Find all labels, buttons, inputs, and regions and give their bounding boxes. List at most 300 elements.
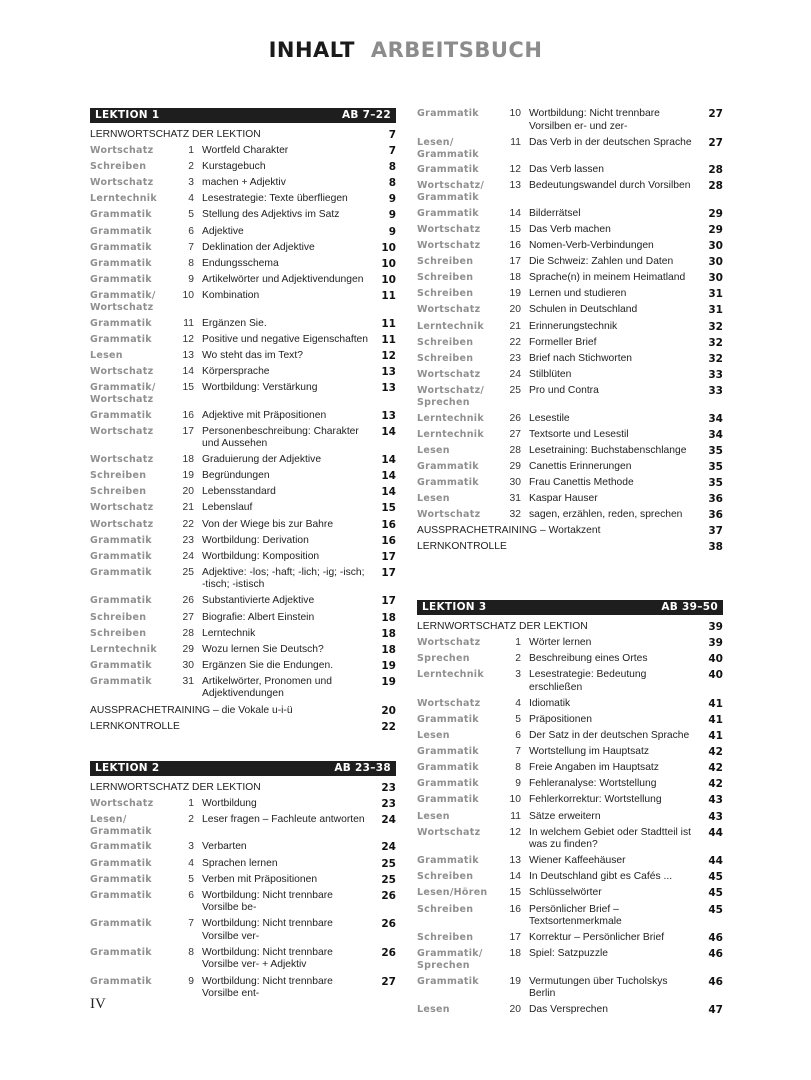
entry-page: 29 bbox=[708, 207, 723, 220]
entry-title: Stilblüten bbox=[529, 368, 572, 380]
entry-category: Grammatik bbox=[90, 841, 152, 853]
entry-number: 32 bbox=[509, 509, 521, 521]
entry-category: Grammatik bbox=[90, 273, 152, 285]
toc-entry bbox=[417, 698, 723, 711]
entry-page: 47 bbox=[708, 1004, 723, 1017]
entry-category: Grammatik bbox=[417, 713, 479, 725]
toc-entry bbox=[90, 705, 396, 718]
entry-number: 18 bbox=[509, 948, 521, 960]
entry-category: Grammatik bbox=[90, 550, 152, 562]
entry-number: 6 bbox=[188, 225, 194, 237]
entry-category: Lesen bbox=[90, 349, 123, 361]
entry-number: 7 bbox=[188, 241, 194, 253]
entry-number: 19 bbox=[182, 470, 194, 482]
entry-number: 17 bbox=[182, 425, 194, 437]
entry-page: 22 bbox=[381, 720, 396, 733]
entry-number: 8 bbox=[188, 946, 194, 958]
toc-entry bbox=[90, 947, 396, 972]
title-sub: ARBEITSBUCH bbox=[370, 38, 543, 62]
toc-entry bbox=[90, 814, 396, 838]
entry-title: Brief nach Stichworten bbox=[529, 352, 633, 364]
toc-entry bbox=[90, 798, 396, 811]
entry-number: 16 bbox=[182, 409, 194, 421]
toc-entry bbox=[417, 621, 723, 634]
toc-entry bbox=[90, 858, 396, 871]
toc-entry bbox=[90, 226, 396, 239]
entry-category: Sprechen bbox=[417, 653, 470, 665]
entry-page: 35 bbox=[708, 460, 723, 473]
entry-page: 18 bbox=[381, 627, 396, 640]
entry-category: Lerntechnik bbox=[90, 643, 157, 655]
entry-category: Lesen bbox=[417, 810, 450, 822]
entry-title: Nomen-Verb-Verbindungen bbox=[529, 240, 654, 252]
entry-category: Grammatik/ Wortschatz bbox=[90, 289, 156, 313]
entry-number: 26 bbox=[182, 595, 194, 607]
toc-entry bbox=[417, 904, 723, 929]
entry-title: Persönlicher Brief – Textsortenmerkmale bbox=[529, 903, 622, 927]
entry-title: Adjektive bbox=[202, 225, 244, 237]
toc-entry bbox=[417, 653, 723, 666]
entry-category: Schreiben bbox=[417, 256, 474, 268]
entry-page: 41 bbox=[708, 713, 723, 726]
entry-page: 13 bbox=[381, 381, 396, 394]
entry-number: 25 bbox=[509, 384, 521, 396]
entry-category: Grammatik bbox=[90, 918, 152, 930]
entry-number: 1 bbox=[188, 145, 194, 157]
entry-number: 13 bbox=[182, 349, 194, 361]
entry-title: Wortfeld Charakter bbox=[202, 145, 289, 157]
entry-category: Grammatik bbox=[90, 975, 152, 987]
entry-category: Lerntechnik bbox=[417, 412, 484, 424]
entry-page: 9 bbox=[388, 225, 396, 238]
entry-category: Wortschatz bbox=[417, 697, 481, 709]
entry-category: Grammatik bbox=[417, 778, 479, 790]
toc-entry bbox=[90, 177, 396, 190]
lesson-name: LEKTION 3 bbox=[422, 601, 487, 613]
entry-title: Der Satz in der deutschen Sprache bbox=[529, 730, 690, 742]
entry-category: Grammatik bbox=[90, 889, 152, 901]
entry-number: 12 bbox=[509, 164, 521, 176]
entry-title: Wiener Kaffeehäuser bbox=[529, 855, 626, 867]
entry-category: Wortschatz bbox=[417, 223, 481, 235]
entry-number: 22 bbox=[509, 336, 521, 348]
entry-number: 27 bbox=[509, 428, 521, 440]
entry-title: Kaspar Hauser bbox=[529, 492, 598, 504]
entry-page: 46 bbox=[708, 948, 723, 961]
entry-page: 34 bbox=[708, 428, 723, 441]
toc-entry bbox=[90, 350, 396, 363]
entry-number: 26 bbox=[509, 412, 521, 424]
toc-entry bbox=[417, 1004, 723, 1017]
lesson-range: AB 23–38 bbox=[334, 761, 391, 774]
toc-entry bbox=[90, 193, 396, 206]
entry-category: Schreiben bbox=[417, 352, 474, 364]
entry-title: Bedeutungswandel durch Vorsilben bbox=[529, 180, 691, 192]
entry-title: Stellung des Adjektivs im Satz bbox=[202, 209, 340, 221]
entry-number: 22 bbox=[182, 518, 194, 530]
toc-entry bbox=[417, 208, 723, 221]
entry-title: Ergänzen Sie. bbox=[202, 317, 267, 329]
entry-page: 35 bbox=[708, 476, 723, 489]
entry-number: 18 bbox=[182, 454, 194, 466]
entry-number: 5 bbox=[188, 209, 194, 221]
entry-title: Adjektive mit Präpositionen bbox=[202, 409, 327, 421]
entry-number: 4 bbox=[515, 697, 521, 709]
page-number: IV bbox=[90, 996, 106, 1012]
entry-category: Grammatik bbox=[90, 595, 152, 607]
entry-page: 30 bbox=[708, 272, 723, 285]
entry-title: Deklination der Adjektive bbox=[202, 241, 315, 253]
entry-page: 13 bbox=[381, 409, 396, 422]
entry-number: 11 bbox=[510, 136, 521, 148]
entry-title: Verben mit Präpositionen bbox=[202, 873, 318, 885]
entry-title: Begründungen bbox=[202, 470, 270, 482]
toc-entry bbox=[417, 637, 723, 650]
toc-entry bbox=[417, 525, 723, 538]
entry-page: 13 bbox=[381, 365, 396, 378]
entry-category: Schreiben bbox=[90, 486, 147, 498]
entry-category: Grammatik bbox=[417, 476, 479, 488]
entry-page: 40 bbox=[708, 653, 723, 666]
entry-page: 33 bbox=[708, 368, 723, 381]
toc-entry bbox=[417, 811, 723, 824]
entry-category: Grammatik bbox=[90, 409, 152, 421]
entry-page: 42 bbox=[708, 746, 723, 759]
entry-category: Wortschatz/ Grammatik bbox=[417, 180, 485, 204]
toc-entry bbox=[417, 240, 723, 253]
entry-page: 16 bbox=[381, 534, 396, 547]
entry-title: Das Versprechen bbox=[529, 1004, 608, 1016]
entry-page: 38 bbox=[708, 541, 723, 554]
entry-category: Schreiben bbox=[90, 470, 147, 482]
entry-title: Lebenslauf bbox=[202, 502, 253, 514]
toc-entry bbox=[90, 535, 396, 548]
entry-category: Wortschatz bbox=[90, 177, 154, 189]
entry-page: 27 bbox=[708, 108, 723, 120]
entry-number: 9 bbox=[188, 975, 194, 987]
entry-page: 39 bbox=[708, 621, 723, 633]
entry-title: Kombination bbox=[202, 289, 260, 301]
entry-number: 30 bbox=[509, 476, 521, 488]
toc-entry bbox=[417, 669, 723, 694]
entry-page: 27 bbox=[708, 136, 723, 149]
entry-category: Lerntechnik bbox=[417, 669, 484, 681]
entry-number: 8 bbox=[515, 762, 521, 774]
entry-page: 29 bbox=[708, 223, 723, 236]
entry-number: 12 bbox=[182, 333, 194, 345]
entry-title: Sätze erweitern bbox=[529, 810, 601, 822]
entry-number: 17 bbox=[509, 256, 521, 268]
entry-page: 39 bbox=[708, 637, 723, 650]
entry-title: Wortbildung: Nicht trennbare Vorsilbe ver- + Adjektiv bbox=[202, 946, 333, 971]
lesson-header bbox=[90, 108, 396, 123]
entry-category: Grammatik bbox=[417, 794, 479, 806]
entry-number: 10 bbox=[182, 289, 194, 301]
entry-category: Wortschatz bbox=[417, 304, 481, 316]
toc-entry bbox=[90, 874, 396, 887]
entry-page: 15 bbox=[381, 502, 396, 515]
entry-number: 11 bbox=[183, 317, 194, 329]
toc-entry bbox=[90, 454, 396, 467]
entry-page: 45 bbox=[708, 887, 723, 900]
entry-number: 14 bbox=[509, 871, 521, 883]
entry-title: Wortbildung: Nicht trennbare Vorsilbe ent- bbox=[202, 975, 333, 1000]
toc-entry bbox=[417, 948, 723, 972]
entry-number: 24 bbox=[182, 550, 194, 562]
toc-entry bbox=[90, 890, 396, 915]
entry-page: 31 bbox=[708, 304, 723, 317]
toc-entry bbox=[90, 426, 396, 451]
entry-title: Sprachen lernen bbox=[202, 857, 278, 869]
entry-page: 26 bbox=[381, 946, 396, 959]
entry-title: Präpositionen bbox=[529, 713, 592, 725]
toc-entry bbox=[90, 209, 396, 222]
entry-category: Grammatik bbox=[90, 566, 152, 578]
entry-number: 19 bbox=[509, 975, 521, 987]
toc-entry bbox=[90, 290, 396, 314]
entry-number: 8 bbox=[188, 257, 194, 269]
toc-entry bbox=[90, 161, 396, 174]
entry-number: 2 bbox=[188, 813, 194, 825]
entry-page: 44 bbox=[708, 855, 723, 868]
entry-page: 46 bbox=[708, 932, 723, 945]
entry-number: 9 bbox=[188, 273, 194, 285]
entry-page: 46 bbox=[708, 975, 723, 988]
entry-page: 11 bbox=[381, 333, 396, 346]
toc-entry bbox=[417, 714, 723, 727]
entry-category: Grammatik bbox=[90, 225, 152, 237]
toc-entry bbox=[417, 369, 723, 382]
entry-title: Die Schweiz: Zahlen und Daten bbox=[529, 256, 674, 268]
entry-title: Personenbeschreibung: Charakter und Aussehen bbox=[202, 425, 359, 450]
toc-entry bbox=[417, 337, 723, 350]
entry-page: 12 bbox=[381, 349, 396, 362]
toc-entry bbox=[90, 551, 396, 564]
entry-title: Schulen in Deutschland bbox=[529, 304, 638, 316]
entry-page: 11 bbox=[381, 317, 396, 330]
entry-number: 25 bbox=[182, 566, 194, 578]
entry-page: 32 bbox=[708, 320, 723, 333]
entry-title: Das Verb lassen bbox=[529, 164, 604, 176]
entry-page: 43 bbox=[708, 794, 723, 807]
entry-page: 40 bbox=[708, 669, 723, 682]
entry-title: In welchem Gebiet oder Stadtteil ist was zu finden? bbox=[529, 826, 691, 851]
entry-category: Grammatik bbox=[90, 675, 152, 687]
entry-page: 26 bbox=[381, 918, 396, 931]
entry-category: Grammatik bbox=[90, 333, 152, 345]
entry-category: Grammatik bbox=[417, 975, 479, 987]
toc-entry bbox=[90, 519, 396, 532]
entry-title: Wortbildung: Nicht trennbare Vorsilben er- und zer- bbox=[529, 108, 660, 132]
entry-page: 23 bbox=[381, 781, 396, 794]
entry-title: Das Verb machen bbox=[529, 223, 611, 235]
entry-category: Wortschatz bbox=[90, 425, 154, 437]
entry-title: Wortbildung: Nicht trennbare Vorsilbe ver- bbox=[202, 918, 333, 942]
toc-entry bbox=[417, 304, 723, 317]
toc-entry bbox=[90, 334, 396, 347]
entry-page: 14 bbox=[381, 425, 396, 438]
entry-number: 16 bbox=[509, 903, 521, 915]
lesson-name: LEKTION 2 bbox=[95, 761, 160, 774]
entry-title: Wortbildung: Verstärkung bbox=[202, 381, 318, 393]
entry-category: Grammatik bbox=[90, 857, 152, 869]
entry-title: Wortbildung: Nicht trennbare Vorsilbe be- bbox=[202, 889, 333, 914]
entry-title: Das Verb in der deutschen Sprache bbox=[529, 136, 692, 148]
entry-category: Schreiben bbox=[90, 161, 147, 173]
lesson-range: AB 39–50 bbox=[661, 601, 718, 613]
entry-title: Wörter lernen bbox=[529, 637, 592, 649]
toc-entry bbox=[417, 224, 723, 237]
entry-title: sagen, erzählen, reden, sprechen bbox=[529, 509, 683, 521]
entry-number: 4 bbox=[188, 193, 194, 205]
entry-title: Ergänzen Sie die Endungen. bbox=[202, 659, 334, 671]
entry-page: 17 bbox=[381, 550, 396, 563]
entry-category: Schreiben bbox=[417, 288, 474, 300]
entry-page: 10 bbox=[381, 257, 396, 270]
entry-title: Biografie: Albert Einstein bbox=[202, 611, 315, 623]
entry-title: Spiel: Satzpuzzle bbox=[529, 948, 608, 960]
entry-page: 42 bbox=[708, 778, 723, 791]
toc-entry bbox=[90, 258, 396, 271]
spacer bbox=[90, 737, 396, 761]
entry-category: Schreiben bbox=[417, 272, 474, 284]
entry-number: 3 bbox=[188, 177, 194, 189]
entry-title: Artikelwörter, Pronomen und Adjektivendungen bbox=[202, 675, 332, 700]
entry-page: 28 bbox=[708, 180, 723, 193]
entry-number: 18 bbox=[509, 272, 521, 284]
entry-number: 11 bbox=[510, 810, 521, 822]
entry-title: Wortbildung: Komposition bbox=[202, 550, 320, 562]
entry-title: Adjektive: -los; -haft; -lich; -ig; -isch; -tisch; -istisch bbox=[202, 566, 365, 591]
entry-page: 31 bbox=[708, 288, 723, 301]
entry-title: Graduierung der Adjektive bbox=[202, 454, 322, 466]
entry-number: 31 bbox=[182, 675, 194, 687]
entry-page: 24 bbox=[381, 813, 396, 826]
toc-entry bbox=[417, 429, 723, 442]
entry-number: 30 bbox=[182, 659, 194, 671]
entry-number: 21 bbox=[182, 502, 194, 514]
entry-title: Fehlerkorrektur: Wortstellung bbox=[529, 794, 662, 806]
entry-page: 19 bbox=[381, 659, 396, 672]
toc-entry bbox=[417, 180, 723, 204]
toc-entry bbox=[90, 976, 396, 1001]
entry-category: Grammatik bbox=[90, 317, 152, 329]
toc-entry bbox=[90, 129, 396, 142]
entry-category: Grammatik bbox=[417, 746, 479, 758]
toc-entry bbox=[90, 382, 396, 406]
toc-entry bbox=[90, 242, 396, 255]
toc-entry bbox=[90, 366, 396, 379]
entry-category: Grammatik bbox=[90, 257, 152, 269]
entry-title: Wozu lernen Sie Deutsch? bbox=[202, 643, 324, 655]
toc-entry bbox=[417, 509, 723, 522]
toc-entry bbox=[417, 541, 723, 554]
entry-number: 6 bbox=[515, 730, 521, 742]
entry-page: 18 bbox=[381, 643, 396, 656]
entry-number: 12 bbox=[509, 826, 521, 838]
toc-entry bbox=[417, 413, 723, 426]
toc-entry bbox=[90, 595, 396, 608]
toc-entry bbox=[417, 288, 723, 301]
entry-title: Positive und negative Eigenschaften bbox=[202, 333, 369, 345]
toc-entry bbox=[417, 871, 723, 884]
entry-title: Leser fragen – Fachleute antworten bbox=[202, 813, 365, 825]
entry-page: 35 bbox=[708, 444, 723, 457]
entry-page: 17 bbox=[381, 566, 396, 579]
entry-category: Lerntechnik bbox=[417, 428, 484, 440]
entry-title: Bilderrätsel bbox=[529, 207, 581, 219]
toc-entry bbox=[90, 644, 396, 657]
entry-page: 43 bbox=[708, 810, 723, 823]
entry-page: 25 bbox=[381, 857, 396, 870]
entry-number: 27 bbox=[182, 611, 194, 623]
entry-page: 30 bbox=[708, 240, 723, 253]
entry-number: 5 bbox=[515, 713, 521, 725]
entry-page: 9 bbox=[388, 209, 396, 222]
entry-number: 14 bbox=[182, 365, 194, 377]
right-column-top bbox=[417, 108, 723, 557]
entry-number: 23 bbox=[182, 534, 194, 546]
entry-page: 19 bbox=[381, 675, 396, 688]
entry-number: 15 bbox=[509, 223, 521, 235]
entry-page: 45 bbox=[708, 903, 723, 916]
entry-category: Grammatik bbox=[90, 873, 152, 885]
entry-page: 9 bbox=[388, 193, 396, 206]
entry-title: LERNWORTSCHATZ DER LEKTION bbox=[417, 621, 588, 632]
entry-category: Grammatik bbox=[417, 164, 479, 176]
entry-page: 41 bbox=[708, 697, 723, 710]
entry-title: Lerntechnik bbox=[202, 627, 256, 639]
entry-category: Wortschatz bbox=[417, 240, 481, 252]
entry-category: Grammatik bbox=[417, 207, 479, 219]
toc-entry bbox=[417, 477, 723, 490]
entry-page: 10 bbox=[381, 273, 396, 286]
entry-title: LERNKONTROLLE bbox=[417, 541, 507, 553]
entry-title: AUSSPRACHETRAINING – die Vokale u-i-ü bbox=[90, 704, 293, 716]
toc-entry bbox=[417, 164, 723, 177]
entry-title: Beschreibung eines Ortes bbox=[529, 653, 648, 665]
entry-number: 15 bbox=[182, 381, 194, 393]
entry-number: 31 bbox=[509, 492, 521, 504]
toc-entry bbox=[90, 660, 396, 673]
entry-title: Wo steht das im Text? bbox=[202, 349, 303, 361]
entry-title: Vermutungen über Tucholskys Berlin bbox=[529, 975, 668, 1000]
entry-number: 14 bbox=[509, 207, 521, 219]
entry-page: 36 bbox=[708, 509, 723, 522]
entry-page: 23 bbox=[381, 797, 396, 810]
entry-category: Wortschatz bbox=[90, 454, 154, 466]
entry-category: Grammatik bbox=[417, 855, 479, 867]
entry-number: 7 bbox=[188, 918, 194, 930]
entry-page: 14 bbox=[381, 470, 396, 483]
entry-title: Wortbildung bbox=[202, 797, 257, 809]
toc-entry bbox=[90, 918, 396, 943]
entry-number: 5 bbox=[188, 873, 194, 885]
entry-page: 7 bbox=[388, 145, 396, 158]
toc-entry bbox=[417, 887, 723, 900]
entry-number: 20 bbox=[182, 486, 194, 498]
entry-page: 20 bbox=[381, 704, 396, 717]
entry-title: Pro und Contra bbox=[529, 384, 599, 396]
entry-number: 2 bbox=[515, 653, 521, 665]
entry-category: Wortschatz bbox=[90, 502, 154, 514]
entry-category: Grammatik bbox=[417, 762, 479, 774]
entry-title: LERNWORTSCHATZ DER LEKTION bbox=[90, 781, 261, 793]
entry-title: Endungsschema bbox=[202, 257, 279, 269]
entry-category: Schreiben bbox=[417, 932, 474, 944]
entry-number: 15 bbox=[509, 887, 521, 899]
entry-category: Wortschatz bbox=[90, 518, 154, 530]
